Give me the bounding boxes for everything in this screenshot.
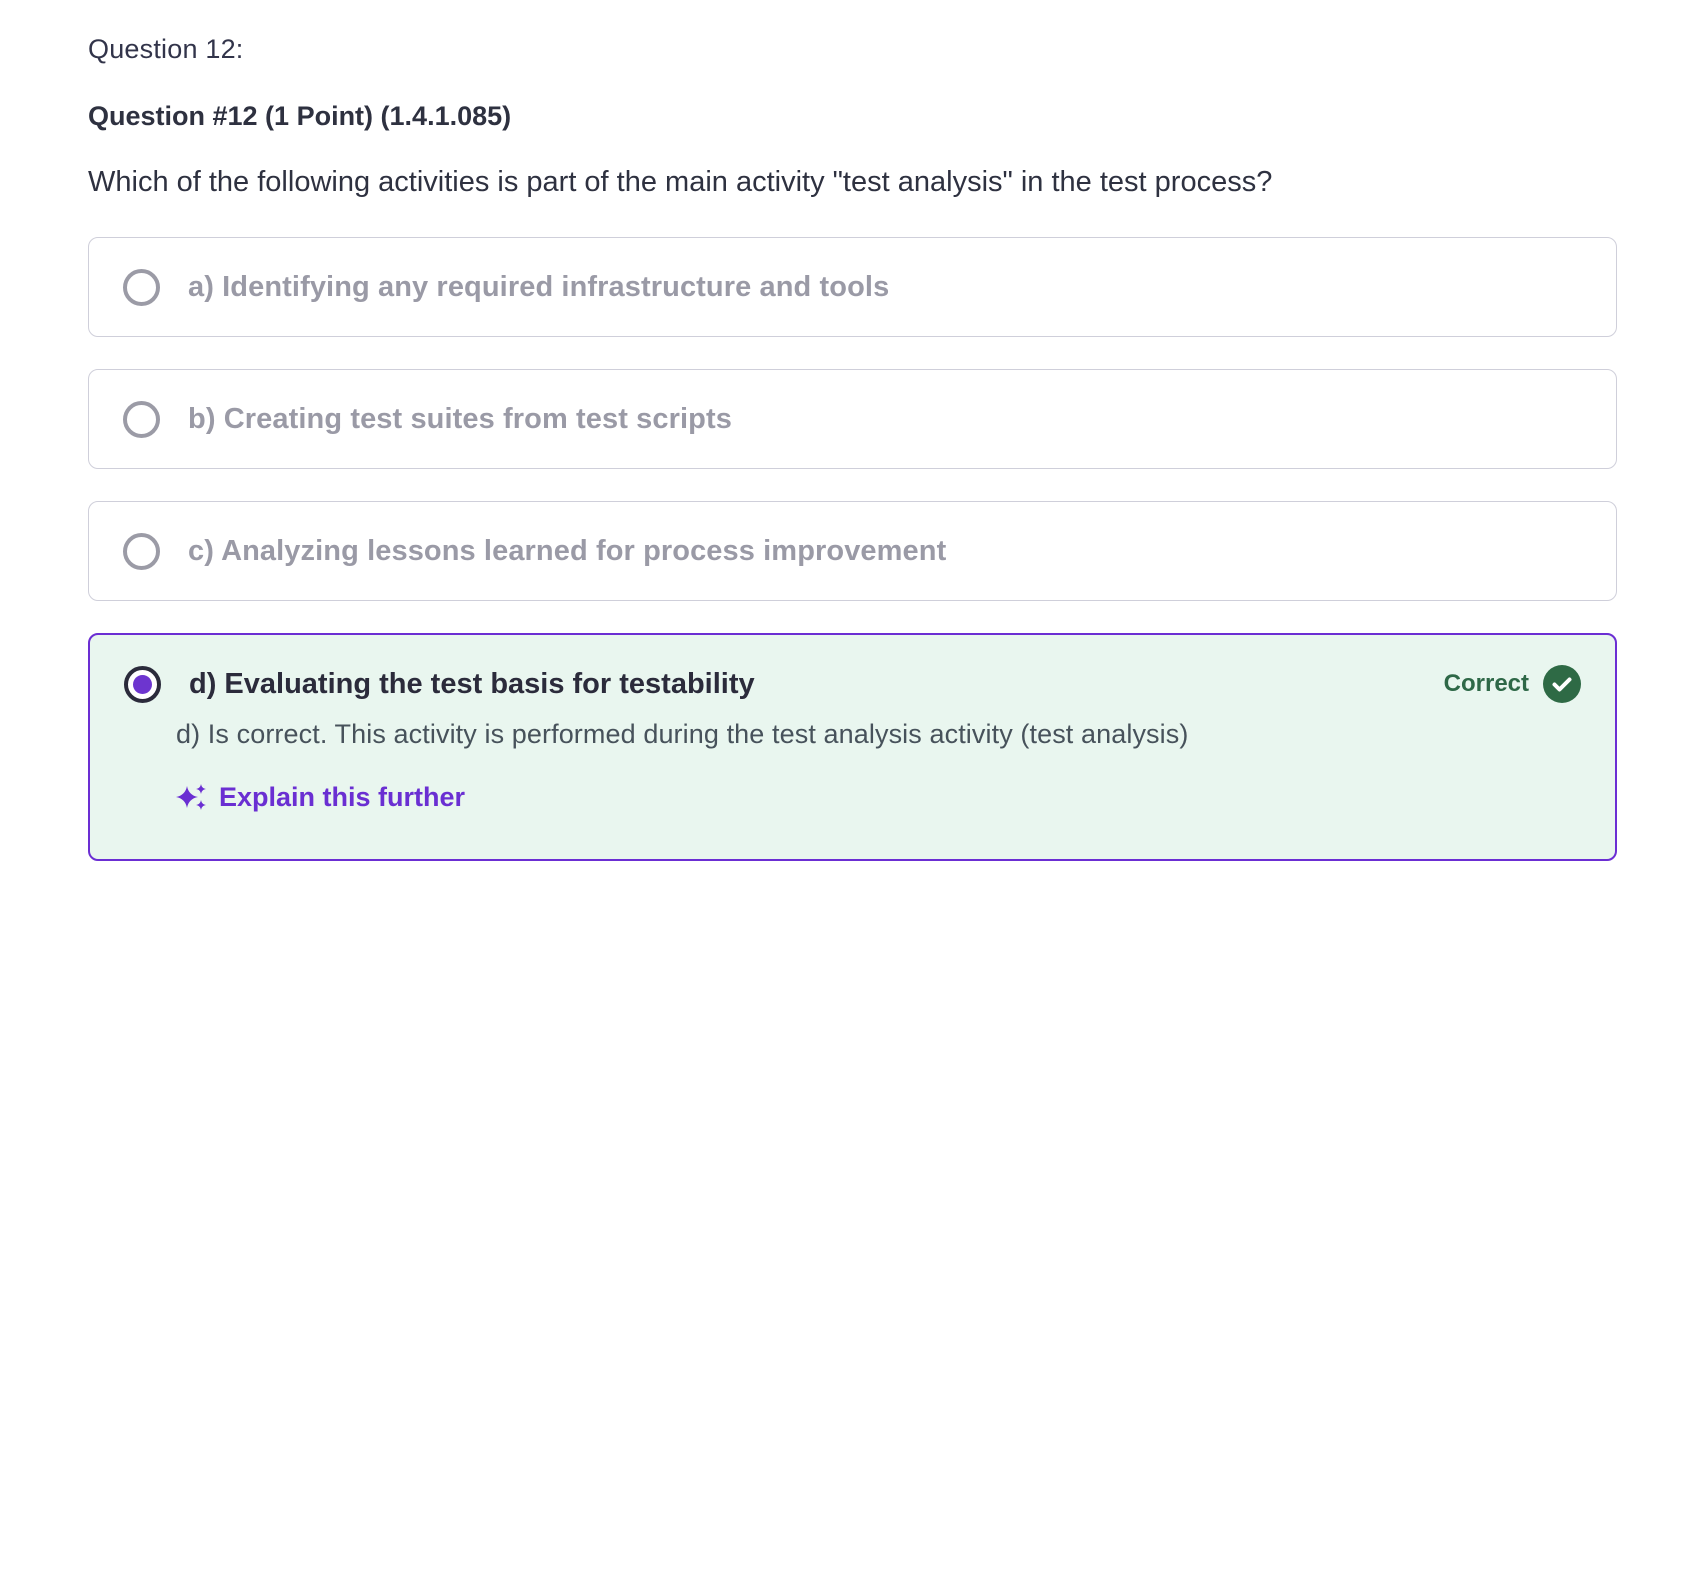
answer-option-label: d) Evaluating the test basis for testability	[189, 667, 755, 700]
radio-button[interactable]	[123, 269, 160, 306]
radio-button-selected[interactable]	[124, 666, 161, 703]
question-text: Which of the following activities is part of the main activity "test analysis" in the test process?	[88, 166, 1273, 198]
answer-option-d-selected[interactable]	[88, 633, 1617, 861]
answer-option-b[interactable]	[88, 369, 1617, 469]
radio-button[interactable]	[123, 401, 160, 438]
question-title: Question #12 (1 Point) (1.4.1.085)	[88, 101, 512, 131]
correct-status-label: Correct	[1443, 670, 1529, 697]
answer-options-list	[88, 237, 1617, 861]
check-icon	[1543, 665, 1581, 703]
selected-option-header	[124, 665, 1581, 703]
explain-further-label: Explain this further	[219, 781, 466, 812]
radio-dot	[133, 675, 152, 694]
answer-option-label: b) Creating test suites from test scripts	[188, 402, 732, 435]
answer-option-label: a) Identifying any required infrastructure and tools	[188, 270, 890, 303]
sparkles-icon	[176, 780, 207, 814]
answer-explanation: d) Is correct. This activity is performed during the test analysis activity (test analysis)	[176, 719, 1189, 749]
answer-option-c[interactable]	[88, 501, 1617, 601]
question-number: Question 12:	[88, 34, 244, 64]
answer-option-a[interactable]	[88, 237, 1617, 337]
radio-button[interactable]	[123, 533, 160, 570]
answer-option-label: c) Analyzing lessons learned for process improvement	[188, 534, 947, 567]
explain-further-link[interactable]	[176, 780, 465, 814]
